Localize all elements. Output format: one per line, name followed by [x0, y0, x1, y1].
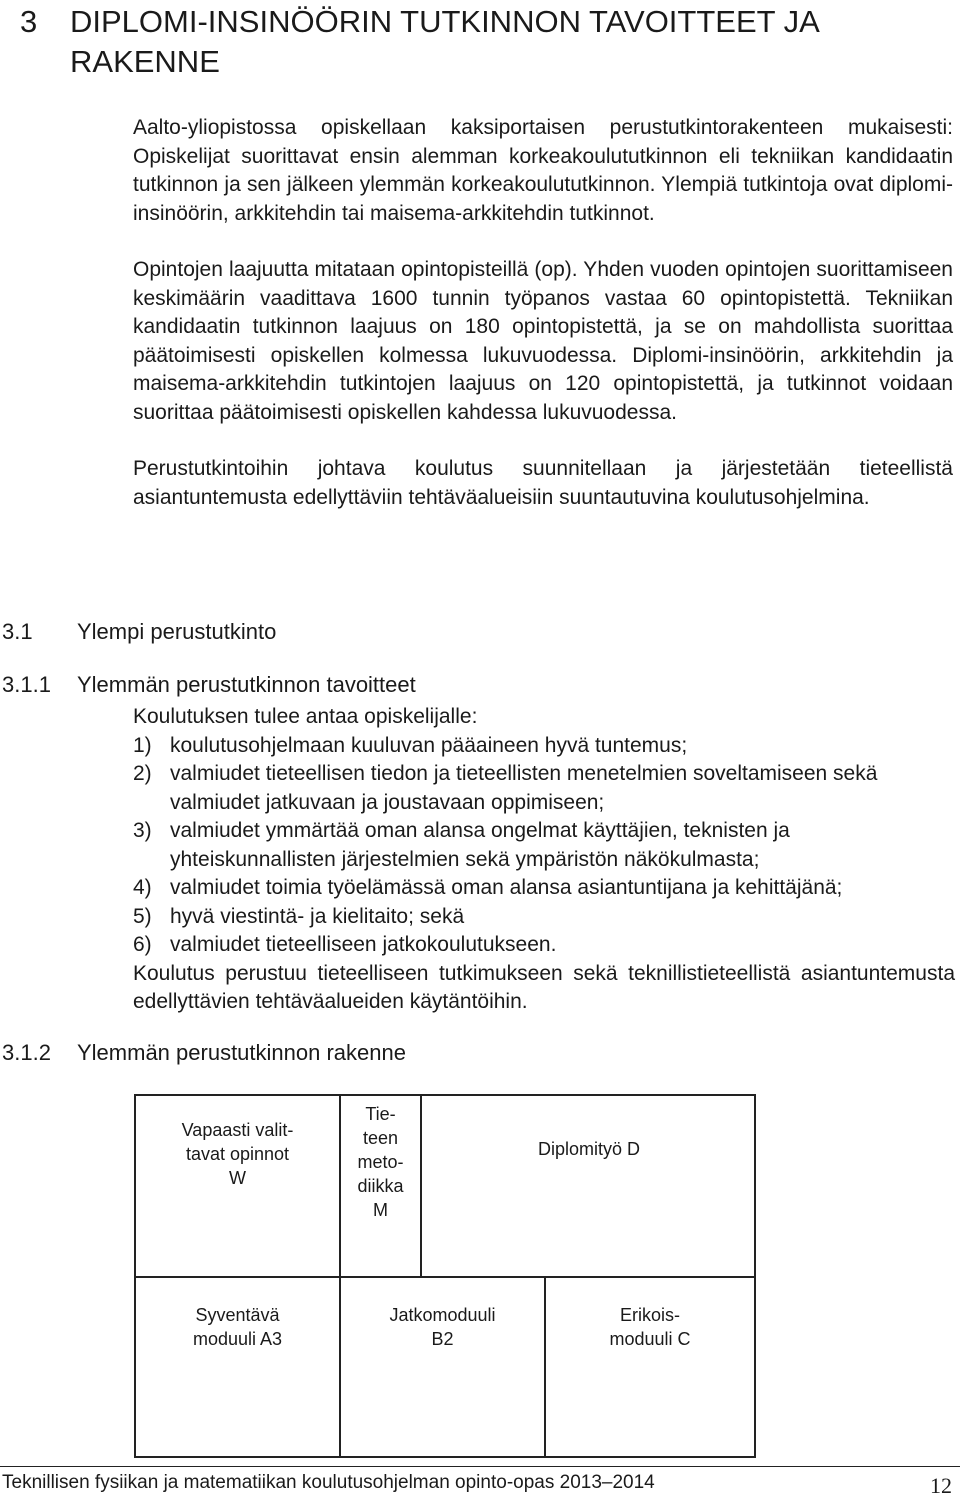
list-item-text: valmiudet tieteelliseen jatkokoulutukseen.: [170, 933, 557, 956]
section-3-1-2-number: 3.1.2: [2, 1040, 51, 1065]
goals-intro: Koulutuksen tulee antaa opiskelijalle:: [133, 705, 478, 728]
list-item: [133, 817, 955, 874]
list-item: [133, 874, 955, 903]
label-methodology: Tie- teen meto- diikka M: [357, 1104, 404, 1220]
list-item-number: 3): [133, 819, 152, 842]
label-optional-studies: Vapaasti valit- tavat opinnot W: [181, 1120, 294, 1188]
label-continuation-module: Jatkomoduuli B2: [389, 1305, 496, 1349]
section-3-1-2-title: Ylemmän perustutkinnon rakenne: [77, 1040, 406, 1065]
list-item: [133, 732, 955, 761]
intro-text: [133, 114, 953, 540]
section-3-1-number: 3.1: [2, 619, 33, 644]
heading-number: 3: [20, 4, 38, 39]
list-item: [133, 760, 955, 817]
list-item-text: valmiudet toimia työelämässä oman alansa asiantuntijana ja kehittäjänä;: [170, 876, 843, 899]
label-advanced-module: Syventävä moduuli A3: [192, 1305, 283, 1349]
list-item: [133, 931, 955, 960]
list-item-number: 6): [133, 933, 152, 956]
goals-block: [133, 703, 955, 1017]
paragraph-degree-structure: Aalto-yliopistossa opiskellaan kaksiportaisen perustutkintorakenteen mukaisesti: Opiskelijat suorittavat ensin alemman korkeakoulututkinnon eli tekniikan kandidaatin tutkinnon ja sen jälkeen ylemmän korkeakoulututkinnon. Ylempiä tutkintoja ovat diplomi-insinöörin, arkkitehdin tai maisema-arkkitehdin tutkinnot.: [133, 116, 953, 225]
list-item-text: valmiudet ymmärtää oman alansa ongelmat käyttäjien, teknisten ja yhteiskunnallisten järjestelmien sekä ympäristön näkökulmasta;: [170, 819, 790, 871]
paragraph-programmes: Perustutkintoihin johtava koulutus suunnitellaan ja järjestetään tieteellistä asiantuntemusta edellyttäviin tehtäväalueisiin suuntautuvina koulutusohjelmina.: [133, 457, 953, 509]
label-special-module: Erikois- moduuli C: [609, 1305, 691, 1349]
goals-outro: Koulutus perustuu tieteelliseen tutkimukseen sekä teknillistieteellistä asiantuntemusta edellyttävien tehtäväalueiden käytäntöihin.: [133, 961, 955, 1013]
list-item-text: valmiudet tieteellisen tiedon ja tieteellisten menetelmien soveltamiseen sekä valmiudet jatkuvaan ja joustavaan oppimiseen;: [170, 762, 878, 814]
list-item-number: 2): [133, 762, 152, 785]
list-item-text: koulutusohjelmaan kuuluvan pääaineen hyvä tuntemus;: [170, 733, 688, 757]
page-title: DIPLOMI-INSINÖÖRIN TUTKINNON TAVOITTEET JA RAKENNE: [70, 4, 819, 79]
goals-list: [133, 732, 955, 960]
paragraph-credits: Opintojen laajuutta mitataan opintopisteillä (op). Yhden vuoden opintojen suorittamiseen keskimäärin vaadittava 1600 tunnin työpanos vastaa 60 opintopistettä. Tekniikan kandidaatin tutkinnon laajuus on 180 opintopistettä, ja se on mahdollista suorittaa päätoimisesti opiskellen kolmessa lukuvuodessa. Diplomi-insinöörin, arkkitehdin ja maisema-arkkitehdin tutkintojen laajuus on 120 opintopistettä, ja tutkinnot voidaan suorittaa päätoimisesti opiskellen kahdessa lukuvuodessa.: [133, 258, 953, 424]
footer-divider: [0, 1466, 960, 1467]
list-item-number: 1): [133, 733, 152, 757]
list-item-text: hyvä viestintä- ja kielitaito; sekä: [170, 904, 465, 928]
section-3-1-1-number: 3.1.1: [2, 672, 51, 697]
label-thesis: Diplomityö D: [537, 1139, 641, 1159]
footer-text: Teknillisen fysiikan ja matematiikan koulutusohjelman opinto-opas 2013–2014: [2, 1472, 655, 1493]
list-item-number: 5): [133, 904, 152, 928]
section-3-1-title: Ylempi perustutkinto: [77, 619, 277, 644]
section-3-1-1-title: Ylemmän perustutkinnon tavoitteet: [77, 672, 416, 697]
degree-structure-diagram: [134, 1094, 756, 1458]
list-item: [133, 903, 955, 932]
page-number: 12: [930, 1473, 952, 1498]
list-item-number: 4): [133, 876, 152, 899]
